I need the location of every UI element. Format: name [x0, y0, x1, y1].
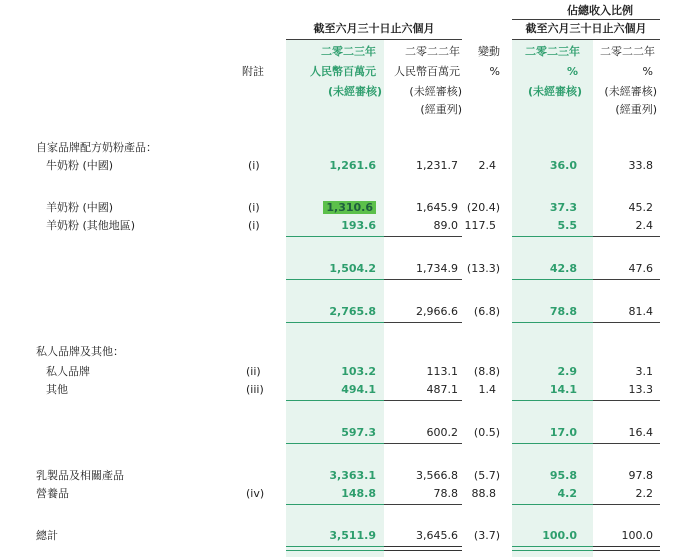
period-header-right: 截至六月三十日止六個月 — [525, 22, 647, 35]
header-rule — [286, 39, 462, 40]
total-double-rule — [286, 546, 384, 551]
total-pct-2023: 100.0 — [542, 529, 577, 542]
subtotal-change: (6.8) — [473, 305, 500, 318]
subtotal-rule — [286, 504, 384, 505]
subtotal-rule — [512, 236, 593, 237]
pct-2022-value: 45.2 — [628, 201, 653, 214]
section-private: 私人品牌及其他： — [36, 345, 124, 358]
subtotal-rule — [512, 279, 593, 280]
col-2023-unit: 人民幣百萬元 — [310, 65, 376, 78]
value-2023: 494.1 — [341, 383, 376, 396]
subtotal-rule — [593, 400, 660, 401]
col-2023-year: 二零二三年 — [321, 45, 376, 58]
change-value: 88.8 — [471, 487, 496, 500]
subtotal-2023: 2,765.8 — [329, 305, 376, 318]
subtotal-rule — [286, 279, 384, 280]
col-2022-restated: (經重列) — [420, 103, 462, 116]
total-label: 總計 — [36, 529, 58, 542]
total-change: (3.7) — [473, 529, 500, 542]
col-2022-audit: (未經審核) — [409, 85, 462, 98]
pct-2022-year: 二零二二年 — [600, 45, 655, 58]
pct-2022-value: 2.2 — [635, 487, 653, 500]
header-rule — [512, 39, 660, 40]
pct-2022-value: 33.8 — [628, 159, 653, 172]
subtotal-rule — [384, 279, 462, 280]
subtotal-rule — [286, 400, 384, 401]
period-header-left: 截至六月三十日止六個月 — [313, 22, 435, 35]
subtotal-rule — [593, 443, 660, 444]
subtotal-rule — [384, 322, 462, 323]
total-double-rule — [512, 546, 593, 551]
note-header: 附註 — [242, 65, 264, 78]
value-2022: 3,566.8 — [416, 469, 458, 482]
row-note: (iv) — [246, 487, 265, 500]
subtotal-2022: 1,734.9 — [416, 262, 458, 275]
change-value: (20.4) — [466, 201, 500, 214]
subtotal-rule — [593, 322, 660, 323]
row-label: 其他 — [46, 383, 68, 396]
value-2022: 487.1 — [426, 383, 458, 396]
pct-2022-value: 97.8 — [628, 469, 653, 482]
pct-2023-value: 14.1 — [549, 383, 577, 396]
subtotal-rule — [384, 443, 462, 444]
pct-2022-value: 2.4 — [635, 219, 653, 232]
row-note: (ii) — [246, 365, 261, 378]
pct-2023-value: 4.2 — [557, 487, 577, 500]
row-label: 牛奶粉 (中國) — [46, 159, 114, 172]
change-value: 2.4 — [478, 159, 496, 172]
subtotal-pct-2023: 78.8 — [549, 305, 577, 318]
change-value: 117.5 — [464, 219, 496, 232]
row-note: (iii) — [246, 383, 264, 396]
value-2022: 113.1 — [426, 365, 458, 378]
value-2023: 148.8 — [341, 487, 376, 500]
subtotal-rule — [384, 504, 462, 505]
value-2022: 1,231.7 — [416, 159, 458, 172]
subtotal-2023: 597.3 — [341, 426, 376, 439]
value-2022: 89.0 — [433, 219, 458, 232]
change-unit: % — [489, 65, 500, 78]
row-label: 營養品 — [36, 487, 69, 500]
pct-2023-value: 5.5 — [557, 219, 577, 232]
subtotal-rule — [286, 322, 384, 323]
pct-2023-value: 36.0 — [549, 159, 577, 172]
subtotal-pct-2022: 81.4 — [628, 305, 653, 318]
pct-2022-restated: (經重列) — [615, 103, 657, 116]
value-2023: 193.6 — [341, 219, 376, 232]
value-2022: 78.8 — [433, 487, 458, 500]
subtotal-pct-2023: 17.0 — [549, 426, 577, 439]
col-2023-audit: (未經審核) — [327, 85, 382, 98]
row-label: 羊奶粉 (其他地區) — [46, 219, 136, 232]
row-note: (i) — [248, 201, 260, 214]
change-value: (8.8) — [473, 365, 500, 378]
pct-2023-year: 二零二三年 — [525, 45, 580, 58]
subtotal-pct-2022: 47.6 — [628, 262, 653, 275]
subtotal-2022: 2,966.6 — [416, 305, 458, 318]
subtotal-rule — [593, 236, 660, 237]
highlighted-value-2023: 1,310.6 — [323, 201, 376, 214]
value-2023: 1,261.6 — [329, 159, 376, 172]
row-note: (i) — [248, 219, 260, 232]
value-2023: 103.2 — [341, 365, 376, 378]
revenue-share-title: 佔總收入比例 — [567, 4, 633, 17]
subtotal-change: (0.5) — [473, 426, 500, 439]
row-label: 乳製品及相關產品 — [36, 469, 124, 482]
change-header: 變動 — [478, 45, 500, 58]
row-label: 羊奶粉 (中國) — [46, 201, 114, 214]
pct-2022-audit: (未經審核) — [604, 85, 657, 98]
subtotal-2023: 1,504.2 — [329, 262, 376, 275]
total-pct-2022: 100.0 — [621, 529, 653, 542]
total-double-rule — [593, 546, 660, 551]
subtotal-rule — [593, 279, 660, 280]
value-2023: 3,363.1 — [329, 469, 376, 482]
subtotal-rule — [593, 504, 660, 505]
col-2022-unit: 人民幣百萬元 — [394, 65, 460, 78]
subtotal-rule — [512, 400, 593, 401]
row-label: 私人品牌 — [46, 365, 90, 378]
total-2022: 3,645.6 — [416, 529, 458, 542]
pct-2023-value: 37.3 — [549, 201, 577, 214]
change-value: (5.7) — [473, 469, 500, 482]
section-own-brand: 自家品牌配方奶粉產品： — [36, 141, 157, 154]
header-rule — [512, 19, 660, 20]
row-note: (i) — [248, 159, 260, 172]
value-2022: 1,645.9 — [416, 201, 458, 214]
total-2023: 3,511.9 — [329, 529, 376, 542]
subtotal-change: (13.3) — [466, 262, 500, 275]
subtotal-rule — [286, 236, 384, 237]
pct-2022-unit: % — [642, 65, 653, 78]
subtotal-rule — [512, 322, 593, 323]
pct-2022-value: 13.3 — [628, 383, 653, 396]
change-value: 1.4 — [478, 383, 496, 396]
pct-2023-value: 95.8 — [549, 469, 577, 482]
subtotal-rule — [384, 236, 462, 237]
subtotal-rule — [286, 443, 384, 444]
total-double-rule — [384, 546, 462, 551]
subtotal-2022: 600.2 — [426, 426, 458, 439]
subtotal-pct-2023: 42.8 — [549, 262, 577, 275]
subtotal-rule — [512, 443, 593, 444]
subtotal-pct-2022: 16.4 — [628, 426, 653, 439]
pct-2023-value: 2.9 — [557, 365, 577, 378]
pct-2022-value: 3.1 — [635, 365, 653, 378]
col-2022-year: 二零二二年 — [405, 45, 460, 58]
subtotal-rule — [512, 504, 593, 505]
pct-2023-unit: % — [566, 65, 578, 78]
subtotal-rule — [384, 400, 462, 401]
pct-2023-audit: (未經審核) — [527, 85, 582, 98]
